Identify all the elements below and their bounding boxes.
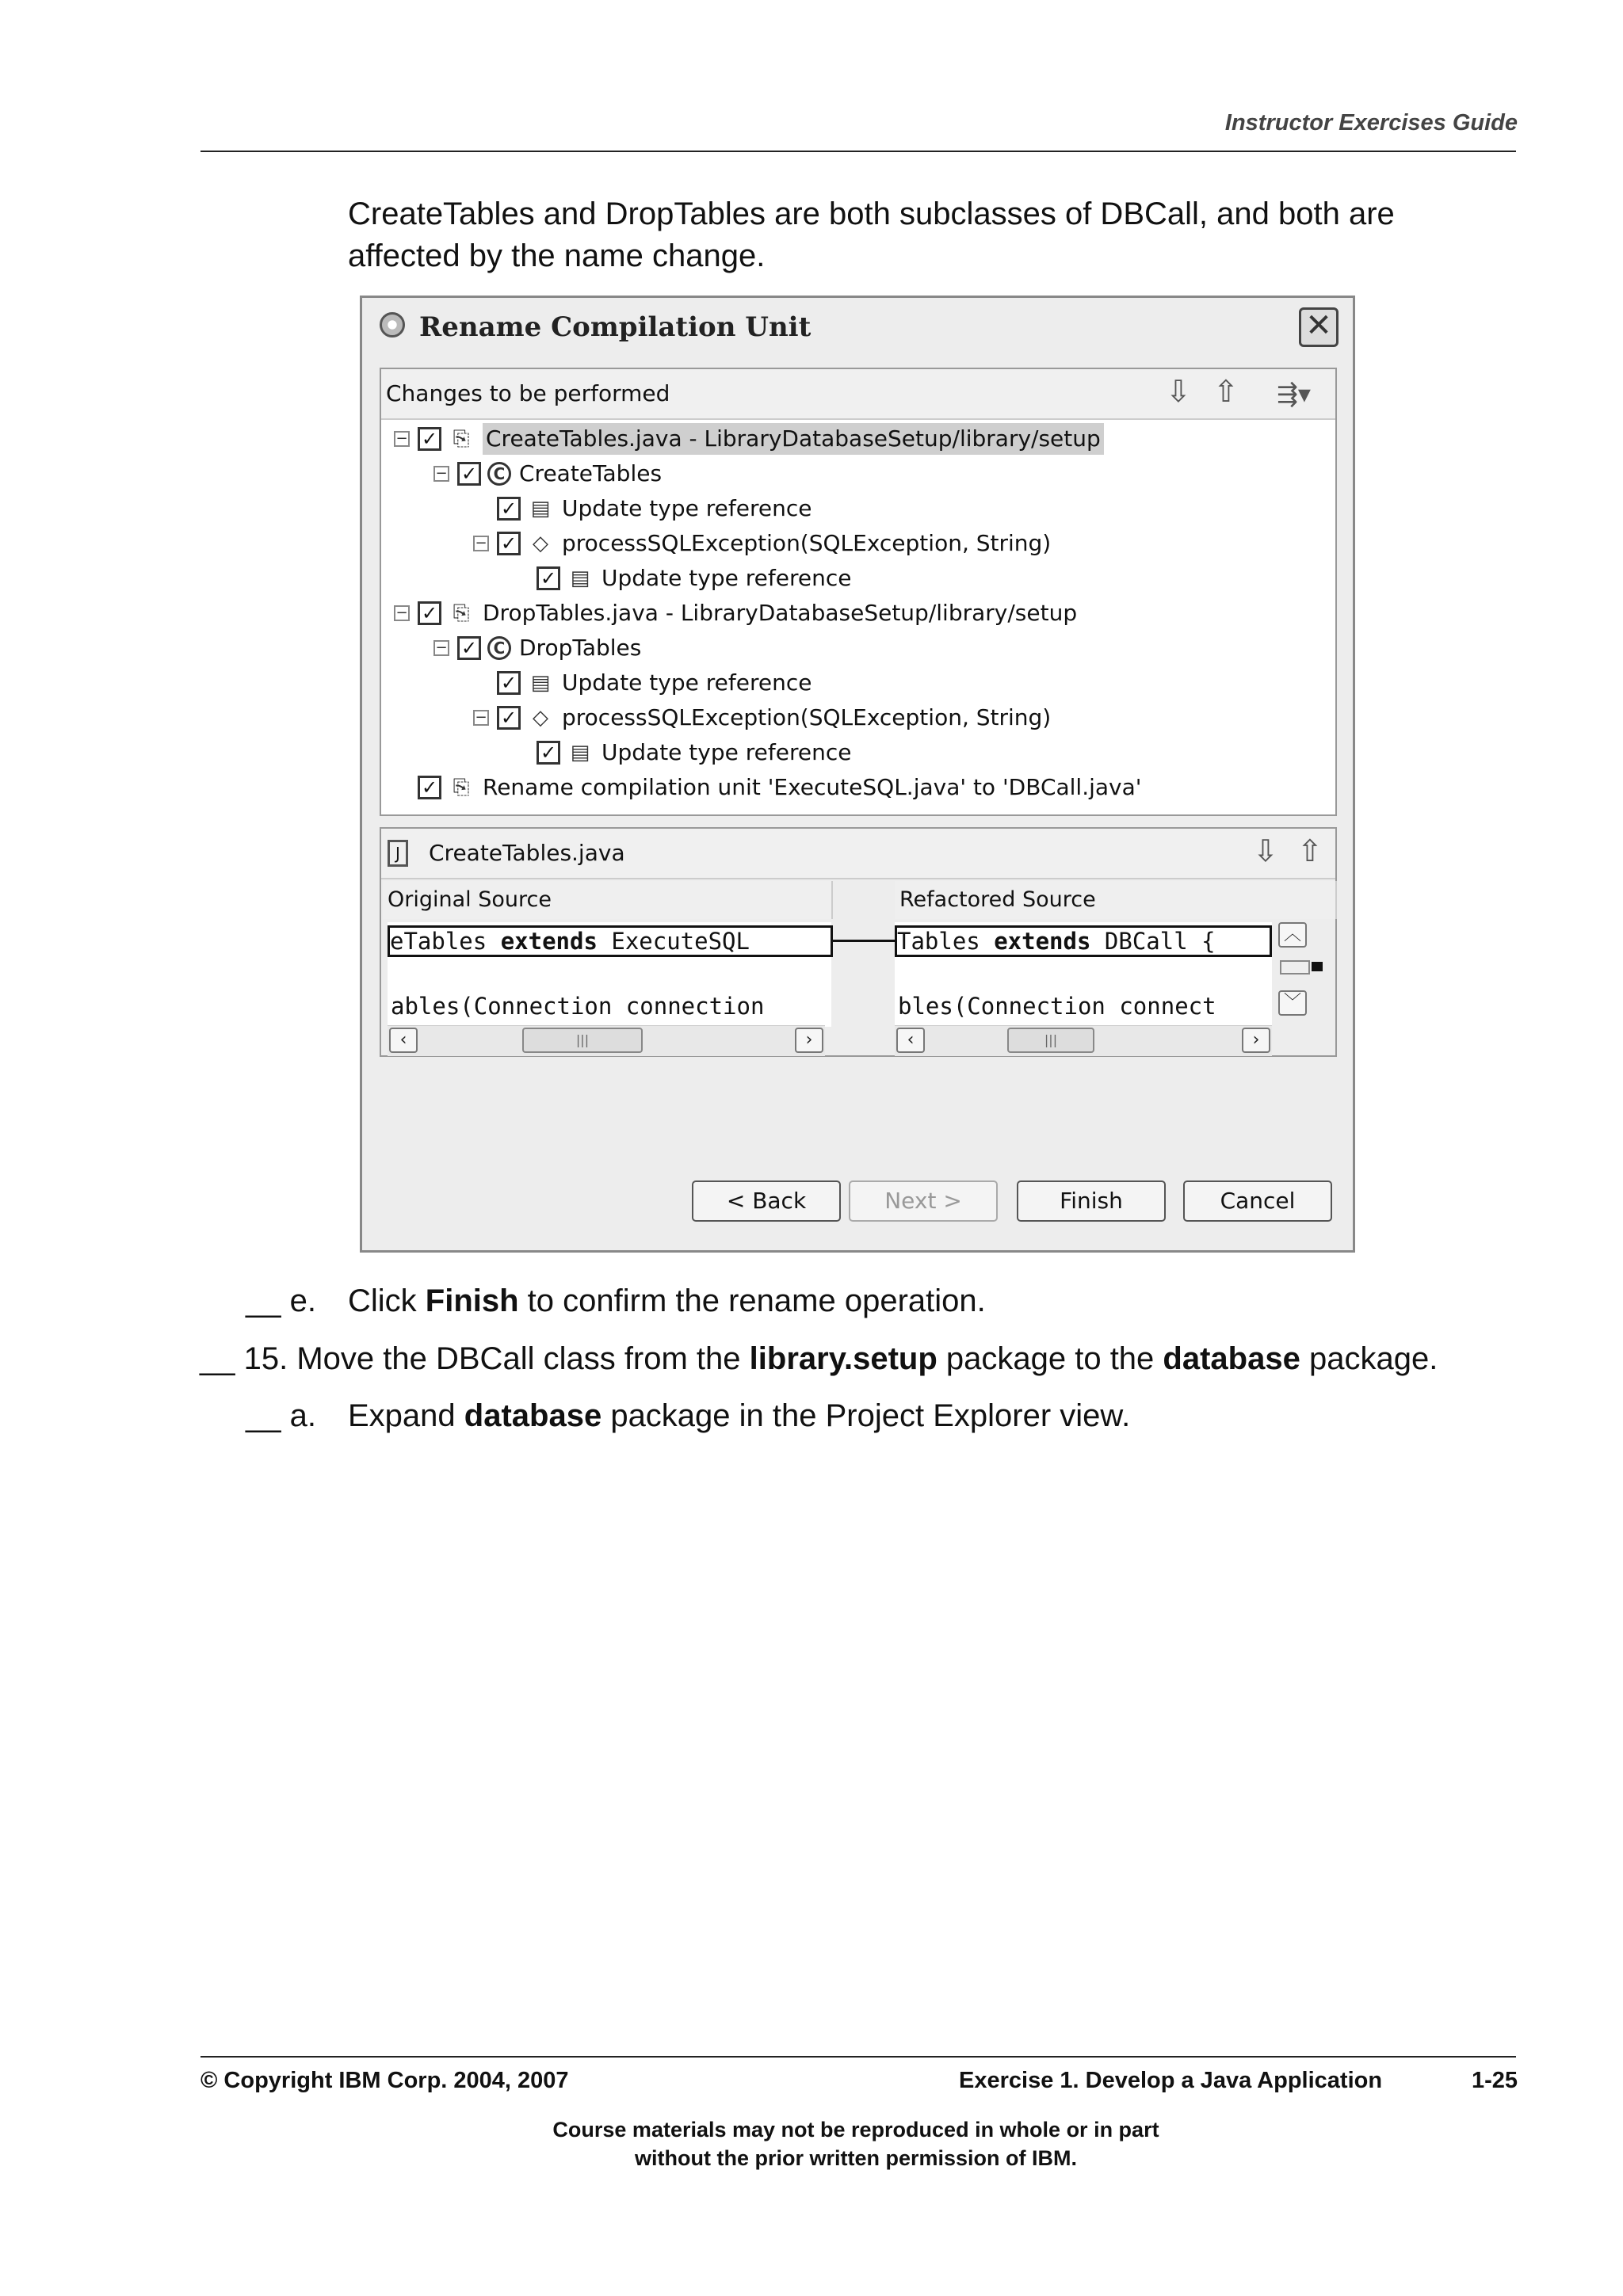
checkbox-checked[interactable]: ✓: [497, 532, 521, 555]
step-bold: Finish: [425, 1283, 519, 1318]
back-button[interactable]: < Back: [692, 1180, 841, 1222]
tree-item-droptables-class[interactable]: [433, 632, 641, 664]
collapse-icon[interactable]: −: [433, 640, 449, 656]
tree-item-rename-unit[interactable]: [418, 772, 1141, 803]
tree-item-label: CreateTables: [519, 460, 663, 486]
step-text: [348, 1396, 1130, 1436]
tree-item-label: processSQLException(SQLException, String): [562, 530, 1052, 556]
rename-change-icon: ⎘: [453, 776, 470, 799]
scroll-right-icon[interactable]: ›: [795, 1028, 823, 1053]
method-icon: ◇: [533, 532, 548, 555]
footer-page-number: 1-25: [1471, 2068, 1518, 2093]
checkbox-checked[interactable]: ✓: [418, 776, 441, 799]
scroll-left-icon[interactable]: ‹: [389, 1028, 418, 1053]
code-keyword: extends: [994, 928, 1091, 955]
collapse-icon[interactable]: −: [473, 710, 489, 726]
dialog-title: Rename Compilation Unit: [419, 311, 812, 343]
previous-difference-icon[interactable]: ⇧: [1297, 833, 1323, 868]
footer-copyright: © Copyright IBM Corp. 2004, 2007: [200, 2068, 569, 2093]
step-text-part: package to the: [937, 1341, 1163, 1376]
code-text: ExecuteSQL: [597, 928, 750, 955]
refactored-code-line: bles(Connection connect: [898, 990, 1270, 1022]
tree-item-createtables-java[interactable]: [394, 423, 1104, 455]
finish-button[interactable]: Finish: [1017, 1180, 1166, 1222]
step-15: [200, 1339, 1438, 1379]
text-edit-icon: ▤: [570, 566, 590, 590]
tree-item-droptables-java[interactable]: [394, 597, 1077, 629]
dialog-titlebar: [369, 306, 1346, 345]
step-bold: database: [1163, 1341, 1300, 1376]
text-edit-icon: ▤: [570, 741, 590, 765]
compare-header: [381, 829, 1335, 879]
footer-notice-line: Course materials may not be reproduced in whole or in part: [552, 2118, 1159, 2142]
changes-header: [381, 369, 1335, 420]
step-text-part: Expand: [348, 1398, 464, 1433]
tree-item-method[interactable]: [473, 528, 1051, 559]
tree-item-createtables-class[interactable]: [433, 458, 662, 490]
tree-item-update-ref[interactable]: [537, 563, 851, 594]
step-text-part: Move the DBCall class from the: [296, 1341, 750, 1376]
step-bold: database: [464, 1398, 602, 1433]
scroll-thumb[interactable]: |||: [1007, 1028, 1094, 1053]
tree-item-update-ref[interactable]: [537, 737, 851, 769]
vertical-scrollbar[interactable]: [1277, 922, 1312, 1025]
tree-item-update-ref[interactable]: [497, 493, 812, 524]
filter-icon[interactable]: ⇶▾: [1277, 379, 1311, 409]
checkbox-checked[interactable]: ✓: [418, 427, 441, 451]
tree-item-label: Update type reference: [562, 669, 812, 696]
step-marker: __ e.: [246, 1283, 316, 1318]
tree-item-label: Update type reference: [601, 565, 852, 591]
step-text: [296, 1341, 1438, 1376]
checkbox-checked[interactable]: ✓: [457, 636, 481, 660]
tree-item-label: Update type reference: [562, 495, 812, 521]
method-icon: ◇: [533, 706, 548, 730]
class-icon: C: [487, 636, 511, 660]
checkbox-checked[interactable]: ✓: [497, 497, 521, 521]
collapse-icon[interactable]: −: [473, 536, 489, 551]
original-source-label: Original Source: [383, 881, 833, 919]
collapse-icon[interactable]: −: [433, 466, 449, 482]
changes-panel: [380, 368, 1337, 816]
step-text-part: to confirm the rename operation.: [518, 1283, 986, 1318]
step-marker: __ 15.: [200, 1341, 288, 1376]
checkbox-checked[interactable]: ✓: [497, 706, 521, 730]
step-a: [246, 1396, 1131, 1436]
close-icon[interactable]: ✕: [1299, 307, 1338, 347]
header-rule: [200, 151, 1516, 152]
scroll-right-icon[interactable]: ›: [1242, 1028, 1270, 1053]
refactored-hscrollbar[interactable]: [895, 1025, 1272, 1056]
refactored-diff-line: [895, 925, 1272, 957]
step-e: [246, 1281, 986, 1321]
step-text-part: package.: [1300, 1341, 1438, 1376]
refactored-source-label: Refactored Source: [895, 881, 1337, 919]
changes-label: Changes to be performed: [386, 380, 670, 406]
checkbox-checked[interactable]: ✓: [457, 462, 481, 486]
scroll-thumb[interactable]: [1280, 960, 1310, 974]
diff-connector: [833, 940, 895, 942]
scroll-left-icon[interactable]: ‹: [896, 1028, 925, 1053]
compilation-unit-change-icon: ⎘: [453, 427, 470, 451]
rename-dialog: [360, 296, 1355, 1253]
footer-exercise: Exercise 1. Develop a Java Application: [959, 2068, 1383, 2093]
checkbox-checked[interactable]: ✓: [497, 671, 521, 695]
next-difference-icon[interactable]: ⇩: [1253, 833, 1278, 868]
original-code-line: ables(Connection connection: [391, 990, 828, 1022]
code-keyword: extends: [500, 928, 598, 955]
cancel-button[interactable]: Cancel: [1183, 1180, 1332, 1222]
java-file-icon: J: [388, 840, 408, 867]
scroll-up-icon[interactable]: ︿: [1278, 922, 1307, 948]
code-text: Tables: [897, 928, 995, 955]
eclipse-icon: [380, 312, 405, 338]
text-edit-icon: ▤: [530, 671, 551, 695]
step-bold: library.setup: [749, 1341, 938, 1376]
compare-file-label: CreateTables.java: [429, 840, 625, 866]
original-diff-line: [388, 925, 833, 957]
change-marker: [1312, 962, 1323, 971]
footer-notice-line: without the prior written permission of IBM.: [635, 2146, 1077, 2170]
footer-rule: [200, 2056, 1516, 2058]
text-edit-icon: ▤: [530, 497, 551, 521]
previous-change-icon[interactable]: ⇧: [1213, 374, 1239, 409]
step-text-part: Click: [348, 1283, 426, 1318]
step-marker: __ a.: [246, 1398, 316, 1433]
compare-panel: [380, 827, 1337, 1057]
step-text-part: package in the Project Explorer view.: [601, 1398, 1131, 1433]
collapse-icon[interactable]: −: [394, 431, 410, 447]
checkbox-checked[interactable]: ✓: [537, 741, 560, 765]
running-header: Instructor Exercises Guide: [1224, 110, 1518, 135]
tree-item-method[interactable]: [473, 702, 1051, 734]
tree-item-label: Update type reference: [601, 739, 852, 765]
checkbox-checked[interactable]: ✓: [537, 566, 560, 590]
footer-notice: [0, 2115, 1623, 2172]
tree-item-label: DropTables: [519, 635, 642, 661]
intro-paragraph: CreateTables and DropTables are both subclasses of DBCall, and both are affected by the name change.: [348, 196, 1395, 273]
next-button[interactable]: Next >: [849, 1180, 998, 1222]
original-hscrollbar[interactable]: [388, 1025, 825, 1056]
tree-item-label: Rename compilation unit 'ExecuteSQL.java' to 'DBCall.java': [483, 774, 1142, 800]
compilation-unit-change-icon: ⎘: [453, 601, 470, 625]
tree-item-label: DropTables.java - LibraryDatabaseSetup/library/setup: [483, 600, 1078, 626]
tree-item-label: processSQLException(SQLException, String): [562, 704, 1052, 730]
next-change-icon[interactable]: ⇩: [1166, 374, 1191, 409]
code-text: eTables: [390, 928, 501, 955]
code-text: DBCall {: [1090, 928, 1216, 955]
tree-item-update-ref[interactable]: [497, 667, 812, 699]
step-text: [348, 1281, 986, 1321]
checkbox-checked[interactable]: ✓: [418, 601, 441, 625]
class-icon: C: [487, 462, 511, 486]
tree-item-label: CreateTables.java - LibraryDatabaseSetup/library/setup: [483, 423, 1104, 455]
scroll-thumb[interactable]: |||: [522, 1028, 643, 1053]
scroll-down-icon[interactable]: ﹀: [1278, 990, 1307, 1016]
collapse-icon[interactable]: −: [394, 605, 410, 621]
